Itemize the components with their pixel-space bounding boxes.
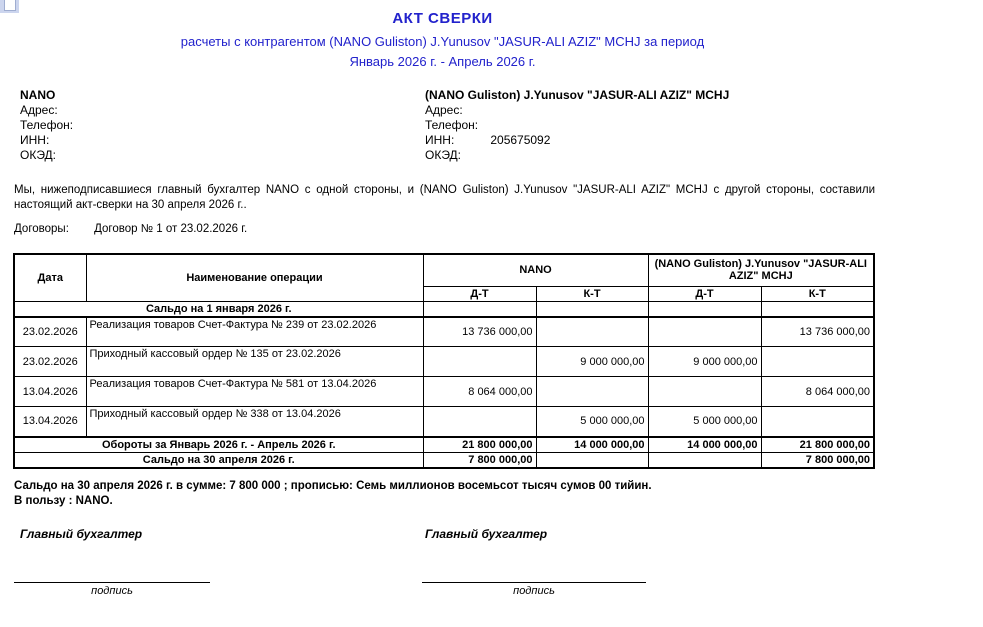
party-right-name: (NANO Guliston) J.Yunusov "JASUR-ALI AZIZ" MCHJ (425, 88, 730, 102)
contracts-value: Договор № 1 от 23.02.2026 г. (94, 223, 248, 235)
col-header-right-credit: К-Т (761, 286, 874, 301)
table-row (14, 377, 874, 407)
turnover-left-credit: 14 000 000,00 (536, 437, 648, 453)
opening-balance-row (14, 301, 874, 317)
summary-favor-line: В пользу : NANO. (14, 495, 113, 507)
party-left-name: NANO (20, 88, 56, 102)
closing-balance-label: Сальдо на 30 апреля 2026 г. (14, 452, 423, 468)
turnover-left-debit: 21 800 000,00 (423, 437, 536, 453)
row-date: 13.04.2026 (14, 377, 86, 407)
closing-balance-left-debit: 7 800 000,00 (423, 452, 536, 468)
row-operation: Приходный кассовый ордер № 135 от 23.02.2026 (86, 347, 423, 377)
col-header-right-company: (NANO Guliston) J.Yunusov "JASUR-ALI AZIZ" MCHJ (648, 254, 874, 286)
opening-balance-label: Сальдо на 1 января 2026 г. (14, 301, 423, 317)
row-left-credit: 9 000 000,00 (536, 347, 648, 377)
closing-balance-left-credit (536, 452, 648, 468)
opening-balance-right-credit (761, 301, 874, 317)
closing-balance-right-credit: 7 800 000,00 (761, 452, 874, 468)
col-header-date: Дата (14, 254, 86, 301)
row-left-credit: 5 000 000,00 (536, 407, 648, 437)
row-date: 13.04.2026 (14, 407, 86, 437)
signature-title-right: Главный бухгалтер (425, 527, 548, 541)
opening-balance-right-debit (648, 301, 761, 317)
row-right-debit: 9 000 000,00 (648, 347, 761, 377)
document-subtitle: расчеты с контрагентом (NANO Guliston) J.Yunusov "JASUR-ALI AZIZ" MCHJ за период (180, 34, 705, 49)
party-right-address-row (425, 103, 885, 118)
col-header-left-debit: Д-Т (423, 286, 536, 301)
row-right-credit (761, 347, 874, 377)
party-left-phone-row (20, 118, 410, 133)
row-operation: Реализация товаров Счет-Фактура № 581 от 13.04.2026 (86, 377, 423, 407)
party-right-inn-row (425, 133, 885, 148)
party-left-address-row (20, 103, 410, 118)
closing-balance-right-debit (648, 452, 761, 468)
contracts-line (14, 223, 247, 235)
oked-label: ОКЭД: (20, 148, 57, 162)
address-label: Адрес: (425, 103, 463, 117)
col-header-right-debit: Д-Т (648, 286, 761, 301)
row-left-credit (536, 317, 648, 347)
inn-label: ИНН: (425, 133, 455, 147)
row-right-debit (648, 377, 761, 407)
row-left-debit: 8 064 000,00 (423, 377, 536, 407)
turnover-right-debit: 14 000 000,00 (648, 437, 761, 453)
row-date: 23.02.2026 (14, 317, 86, 347)
summary-balance-line: Сальдо на 30 апреля 2026 г. в сумме: 7 800 000 ; прописью: Семь миллионов восемьсот тысяч сумов 00 тийин. (14, 480, 652, 492)
oked-label: ОКЭД: (425, 148, 462, 162)
row-right-debit (648, 317, 761, 347)
table-row (14, 407, 874, 437)
address-label: Адрес: (20, 103, 58, 117)
contracts-label: Договоры: (14, 223, 69, 235)
reconciliation-table (13, 253, 875, 469)
row-right-debit: 5 000 000,00 (648, 407, 761, 437)
signature-title-left: Главный бухгалтер (20, 527, 143, 541)
row-right-credit (761, 407, 874, 437)
closing-balance-row (14, 452, 874, 468)
signature-line-left (14, 582, 210, 583)
row-left-credit (536, 377, 648, 407)
document-header (0, 10, 885, 69)
party-right-phone-row (425, 118, 885, 133)
row-operation: Приходный кассовый ордер № 338 от 13.04.2026 (86, 407, 423, 437)
summary-block (14, 479, 875, 509)
preamble-text: Мы, нижеподписавшиеся главный бухгалтер NANO с одной стороны, и (NANO Guliston) J.Yunusov "JASUR-ALI AZIZ" MCHJ с другой стороны, составили настоящий акт-сверки на 30 апреля 2026 г.. (14, 184, 875, 211)
inn-label: ИНН: (20, 133, 50, 147)
table-header-row-1 (14, 254, 874, 286)
row-date: 23.02.2026 (14, 347, 86, 377)
col-header-left-company: NANO (423, 254, 648, 286)
document-period: Январь 2026 г. - Апрель 2026 г. (349, 54, 536, 69)
party-left-oked-row (20, 148, 410, 163)
row-operation: Реализация товаров Счет-Фактура № 239 от 23.02.2026 (86, 317, 423, 347)
table-row (14, 317, 874, 347)
party-left-block (20, 88, 410, 163)
col-header-operation: Наименование операции (86, 254, 423, 301)
table-row (14, 347, 874, 377)
party-right-block (425, 88, 885, 163)
row-left-debit: 13 736 000,00 (423, 317, 536, 347)
signature-line-right (422, 582, 646, 583)
row-right-credit: 13 736 000,00 (761, 317, 874, 347)
phone-label: Телефон: (20, 118, 74, 132)
opening-balance-left-credit (536, 301, 648, 317)
party-left-inn-row (20, 133, 410, 148)
page-title: АКТ СВЕРКИ (392, 10, 493, 27)
row-left-debit (423, 407, 536, 437)
col-header-left-credit: К-Т (536, 286, 648, 301)
turnover-row (14, 437, 874, 453)
turnover-right-credit: 21 800 000,00 (761, 437, 874, 453)
inn-value: 205675092 (490, 133, 551, 147)
turnover-label: Обороты за Январь 2026 г. - Апрель 2026 г. (14, 437, 423, 453)
row-right-credit: 8 064 000,00 (761, 377, 874, 407)
row-left-debit (423, 347, 536, 377)
signature-caption-right: подпись (513, 585, 555, 597)
phone-label: Телефон: (425, 118, 479, 132)
party-right-oked-row (425, 148, 885, 163)
signature-caption-left: подпись (91, 585, 133, 597)
opening-balance-left-debit (423, 301, 536, 317)
